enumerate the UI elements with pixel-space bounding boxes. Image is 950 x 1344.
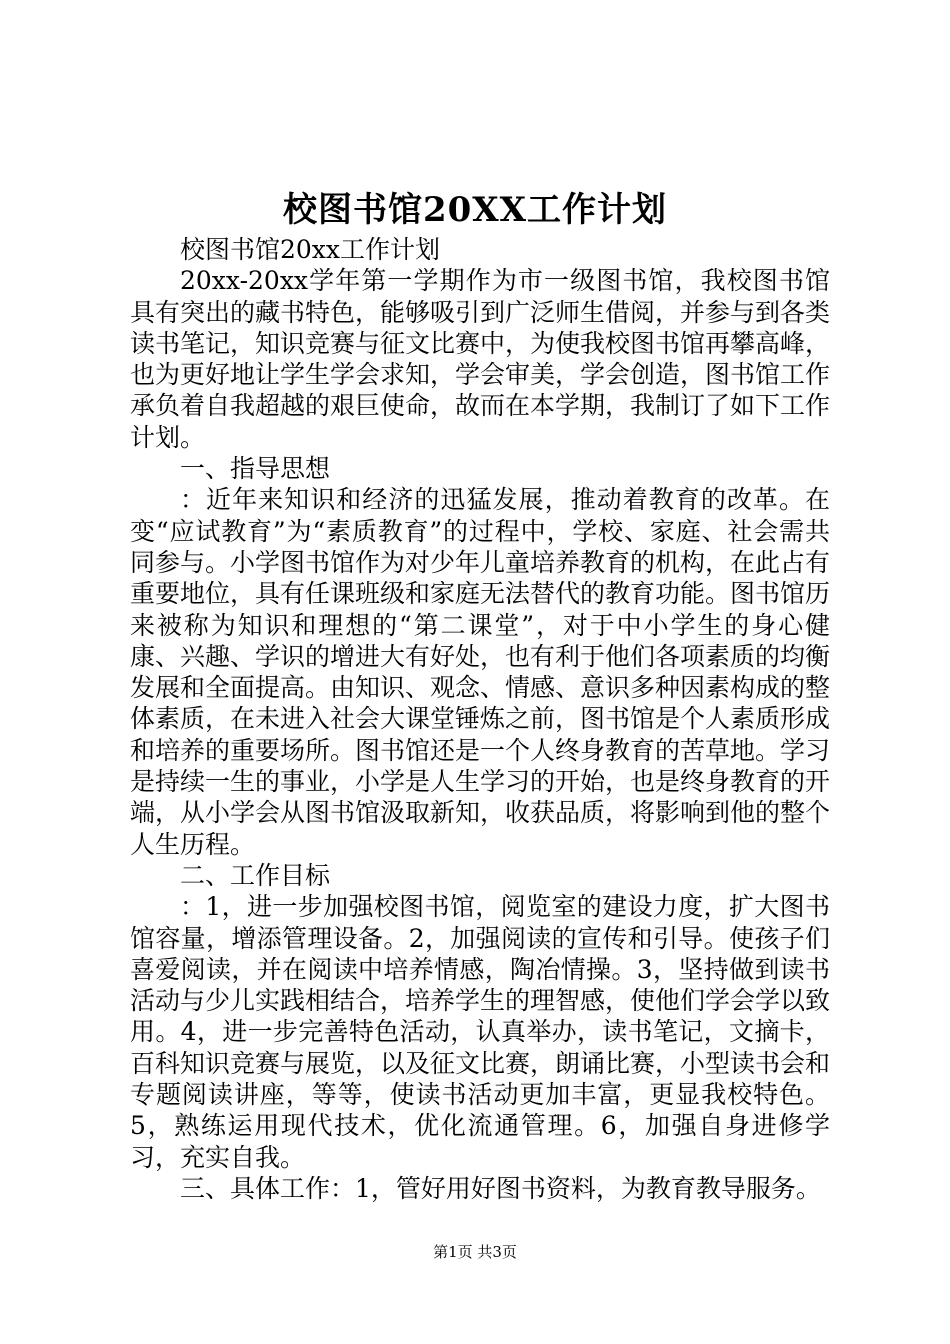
subtitle-paragraph: 校图书馆20xx工作计划 [180,235,441,264]
page-number-footer: 第1页 共3页 [433,1243,517,1261]
section-heading-work-goals: 二、工作目标 [180,860,331,890]
section-heading-guiding-thought: 一、指导思想 [180,454,331,484]
document-body [130,234,830,1204]
specific-work-paragraph: 三、具体工作：1，管好用好图书资料，为教育教导服务。 [180,1173,821,1203]
intro-paragraph: 20xx-20xx学年第一学期作为市一级图书馆，我校图书馆具有突出的藏书特色，能够吸引到广泛师生借阅，并参与到各类读书笔记，知识竞赛与征文比赛中，为使我校图书馆再攀高峰，也为更好地让学生学会求知，学会审美，学会创造，图书馆工作承负着自我超越的艰巨使命，故而在本学期，我制订了如下工作计划。 [130,266,831,452]
work-goals-paragraph: ：1，进一步加强校图书馆，阅览室的建设力度，扩大图书馆容量，增添管理设备。2，加强阅读的宣传和引导。使孩子们喜爱阅读，并在阅读中培养情感，陶冶情操。3，坚持做到读书活动与少儿实践相结合，培养学生的理智感，使他们学会学以致用。4，进一步完善特色活动，认真举办，读书笔记，文摘卡，百科知识竞赛与展览，以及征文比赛，朗诵比赛，小型读书会和专题阅读讲座，等等，使读书活动更加丰富，更显我校特色。5，熟练运用现代技术，优化流通管理。6，加强自身进修学习，充实自我。 [130,892,831,1172]
guiding-thought-paragraph: ：近年来知识和经济的迅猛发展，推动着教育的改革。在变“应试教育”为“素质教育”的过程中，学校、家庭、社会需共同参与。小学图书馆作为对少年儿童培养教育的机构，在此占有重要地位，具有任课班级和家庭无法替代的教育功能。图书馆历来被称为知识和理想的“第二课堂”，对于中小学生的身心健康、兴趣、学识的增进大有好处，也有利于他们各项素质的均衡发展和全面提高。由知识、观念、情感、意识多种因素构成的整体素质，在未进入社会大课堂锤炼之前，图书馆是个人素质形成和培养的重要场所。图书馆还是一个人终身教育的苦草地。学习是持续一生的事业，小学是人生学习的开始，也是终身教育的开端，从小学会从图书馆汲取新知，收获品质，将影响到他的整个人生历程。 [130,485,831,859]
document-title: 校图书馆20XX工作计划 [282,190,668,230]
